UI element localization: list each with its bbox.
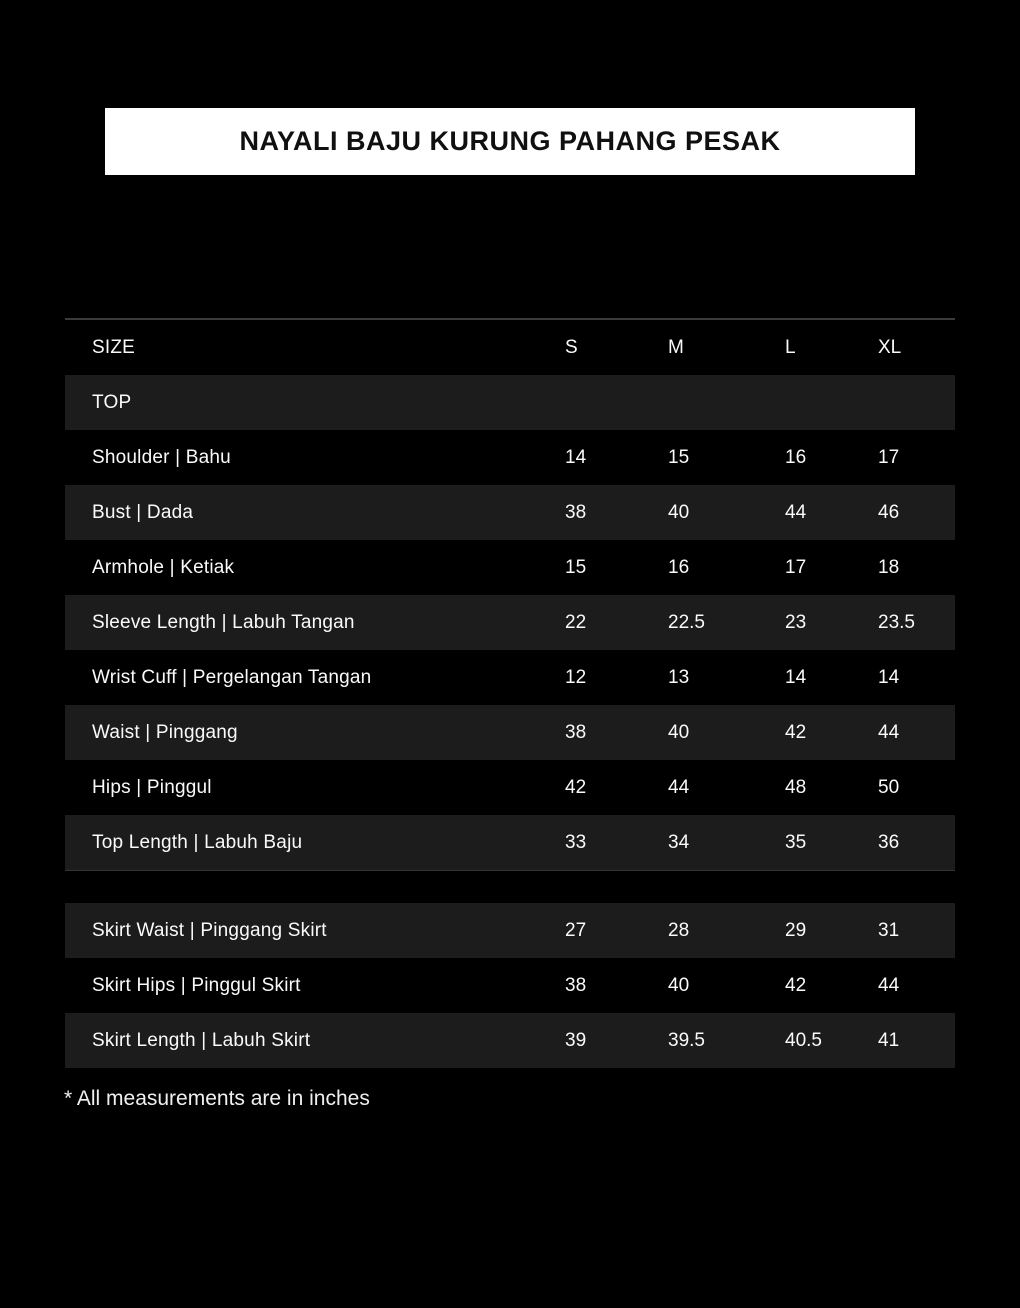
- measurement-value: 16: [785, 447, 807, 468]
- row-label: Armhole | Ketiak: [92, 557, 235, 578]
- row-label: Skirt Waist | Pinggang Skirt: [92, 920, 327, 941]
- measurement-value: 27: [565, 920, 587, 941]
- section-title: TOP: [92, 392, 132, 413]
- measurement-value: 41: [878, 1030, 900, 1051]
- measurement-value: 13: [668, 667, 690, 688]
- row-label: Hips | Pinggul: [92, 777, 212, 798]
- size-header-label: SIZE: [92, 337, 136, 358]
- table-section: [65, 903, 955, 1068]
- measurement-value: 16: [668, 557, 690, 578]
- measurement-value: 23.5: [878, 612, 915, 633]
- table-row: [65, 595, 955, 650]
- measurement-value: 14: [565, 447, 587, 468]
- measurement-value: 42: [565, 777, 587, 798]
- measurement-value: 18: [878, 557, 900, 578]
- measurement-value: 48: [785, 777, 807, 798]
- table-row: [65, 650, 955, 705]
- measurement-value: 14: [785, 667, 807, 688]
- measurement-value: 42: [785, 975, 807, 996]
- row-label: Wrist Cuff | Pergelangan Tangan: [92, 667, 372, 688]
- size-chart-table: [65, 318, 955, 1068]
- measurement-value: 31: [878, 920, 900, 941]
- size-column-header: L: [785, 337, 796, 358]
- measurement-value: 34: [668, 832, 690, 853]
- table-row: [65, 1013, 955, 1068]
- row-label: Shoulder | Bahu: [92, 447, 231, 468]
- measurement-value: 15: [565, 557, 587, 578]
- table-row: [65, 958, 955, 1013]
- row-label: Skirt Length | Labuh Skirt: [92, 1030, 311, 1051]
- table-row: [65, 760, 955, 815]
- size-column-header: M: [668, 337, 684, 358]
- measurement-value: 40: [668, 975, 690, 996]
- measurement-value: 38: [565, 722, 587, 743]
- measurement-value: 28: [668, 920, 690, 941]
- measurement-value: 44: [668, 777, 690, 798]
- row-label: Sleeve Length | Labuh Tangan: [92, 612, 355, 633]
- measurement-value: 36: [878, 832, 900, 853]
- size-table-body: [65, 375, 955, 1068]
- table-row: [65, 430, 955, 485]
- measurement-value: 35: [785, 832, 807, 853]
- section-title-row: [65, 375, 955, 430]
- row-label: Bust | Dada: [92, 502, 194, 523]
- measurement-value: 38: [565, 502, 587, 523]
- row-label: Skirt Hips | Pinggul Skirt: [92, 975, 301, 996]
- measurement-value: 23: [785, 612, 807, 633]
- size-column-header: XL: [878, 337, 902, 358]
- measurement-value: 15: [668, 447, 690, 468]
- measurements-footnote: * All measurements are in inches: [64, 1087, 370, 1110]
- row-label: Waist | Pinggang: [92, 722, 238, 743]
- table-row: [65, 485, 955, 540]
- measurement-value: 44: [878, 722, 900, 743]
- measurement-value: 22: [565, 612, 587, 633]
- measurement-value: 17: [878, 447, 900, 468]
- size-column-header: S: [565, 337, 578, 358]
- measurement-value: 14: [878, 667, 900, 688]
- measurement-value: 38: [565, 975, 587, 996]
- measurement-value: 44: [878, 975, 900, 996]
- measurement-value: 39.5: [668, 1030, 705, 1051]
- table-row: [65, 903, 955, 958]
- measurement-value: 12: [565, 667, 587, 688]
- table-row: [65, 705, 955, 760]
- measurement-value: 40: [668, 722, 690, 743]
- measurement-value: 33: [565, 832, 587, 853]
- measurement-value: 50: [878, 777, 900, 798]
- page-title: NAYALI BAJU KURUNG PAHANG PESAK: [239, 126, 781, 156]
- table-section: [65, 375, 955, 871]
- row-label: Top Length | Labuh Baju: [92, 832, 303, 853]
- measurement-value: 39: [565, 1030, 587, 1051]
- measurement-value: 40.5: [785, 1030, 822, 1051]
- measurement-value: 46: [878, 502, 900, 523]
- table-row: [65, 540, 955, 595]
- measurement-value: 17: [785, 557, 807, 578]
- measurement-value: 42: [785, 722, 807, 743]
- measurement-value: 22.5: [668, 612, 705, 633]
- measurement-value: 44: [785, 502, 807, 523]
- measurement-value: 40: [668, 502, 690, 523]
- measurement-value: 29: [785, 920, 807, 941]
- table-row: [65, 815, 955, 870]
- size-header-row: [65, 320, 955, 375]
- product-title-banner: [105, 108, 915, 175]
